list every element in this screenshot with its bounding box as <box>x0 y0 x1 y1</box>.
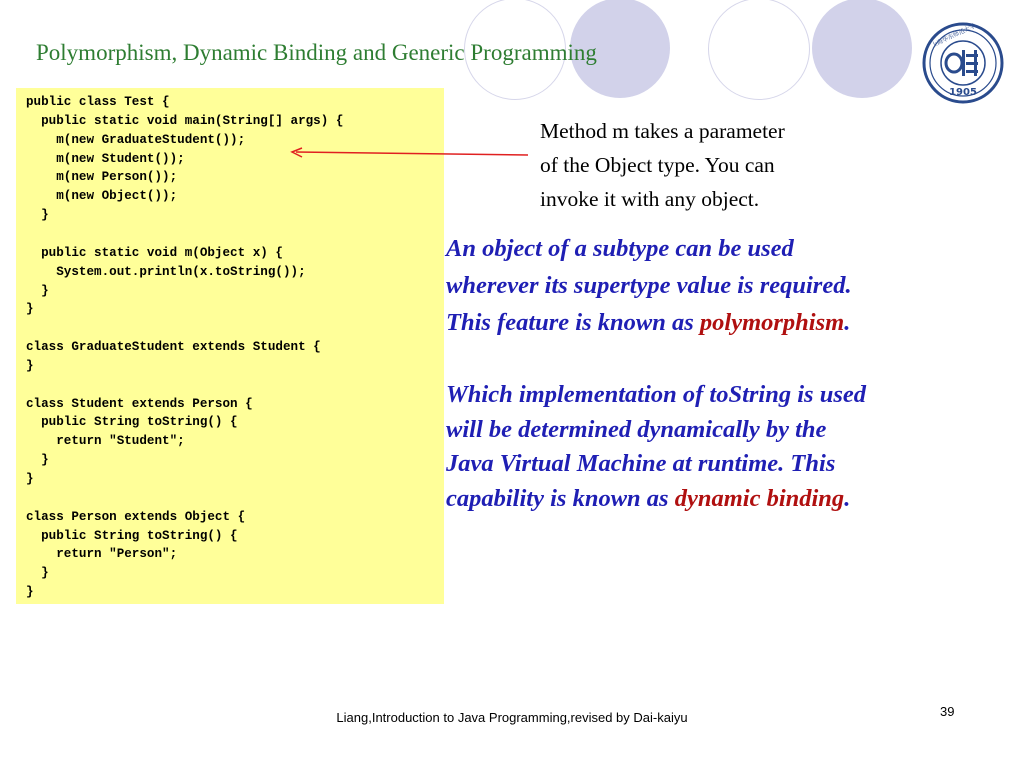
para-line <box>446 482 1006 517</box>
code-line: public static void m(Object x) { <box>26 245 283 260</box>
para-line: Java Virtual Machine at runtime. This <box>446 450 836 477</box>
page-number: 39 <box>940 704 955 719</box>
dynamic-binding-paragraph <box>446 378 1006 516</box>
code-line: public String toString() { <box>26 528 238 543</box>
para-text: capability is known as <box>446 484 675 512</box>
code-line: } <box>26 283 49 298</box>
code-line: return "Person"; <box>26 547 178 562</box>
para-line: will be determined dynamically by the <box>446 415 827 443</box>
code-line: m(new Person()); <box>26 170 178 185</box>
code-line: return "Student"; <box>26 434 185 449</box>
code-line: } <box>26 585 34 600</box>
code-line: m(new GraduateStudent()); <box>26 132 246 147</box>
code-line: public class Test { <box>26 95 170 109</box>
code-line: class GraduateStudent extends Student { <box>26 340 321 355</box>
code-line: } <box>26 302 34 317</box>
code-line: m(new Student()); <box>26 151 185 166</box>
callout-line: of the Object type. You can <box>540 153 775 177</box>
logo-year: 1905 <box>949 87 977 98</box>
para-line: Which implementation of toString is used <box>446 381 866 408</box>
para-text: . <box>844 484 851 512</box>
footer-text: Liang,Introduction to Java Programming,revised by Dai-kaiyu <box>336 710 688 725</box>
callout-line: invoke it with any object. <box>540 187 760 211</box>
code-line: public String toString() { <box>26 415 238 430</box>
code-line: System.out.println(x.toString()); <box>26 264 306 279</box>
term-dynamic-binding: dynamic binding <box>674 484 845 512</box>
para-line <box>446 304 1006 341</box>
callout-line: Method m takes a parameter <box>540 119 785 143</box>
callout-text <box>540 114 880 216</box>
para-text: This feature is known as <box>446 309 700 336</box>
para-text: . <box>844 309 851 336</box>
svg-text:上海华东师范大学: 上海华东师范大学 <box>930 22 977 50</box>
slide-title: Polymorphism, Dynamic Binding and Generic Programming <box>36 40 597 65</box>
code-line: m(new Object()); <box>26 189 178 204</box>
code-line: class Person extends Object { <box>26 509 246 524</box>
code-line: } <box>26 453 49 468</box>
code-line: public static void main(String[] args) { <box>26 113 344 128</box>
code-line: } <box>26 472 34 486</box>
para-line: An object of a subtype can be used <box>446 235 794 262</box>
polymorphism-paragraph <box>446 230 1006 341</box>
code-line: } <box>26 566 49 581</box>
code-line: } <box>26 208 49 223</box>
code-line: class Student extends Person { <box>26 396 253 411</box>
para-line: wherever its supertype value is required. <box>446 272 852 299</box>
code-line: } <box>26 358 34 373</box>
term-polymorphism: polymorphism <box>699 309 845 336</box>
